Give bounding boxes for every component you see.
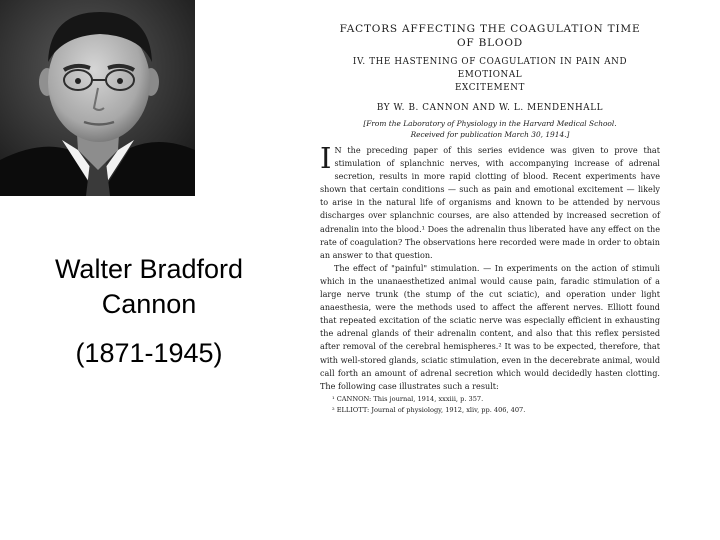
footnote-1: ¹ CANNON: This journal, 1914, xxxiii, p. 357. <box>332 394 484 403</box>
paper-affiliation-line-2: Received for publication March 30, 1914.] <box>410 130 570 139</box>
paper-paragraph-1 <box>320 141 660 262</box>
paragraph-2-text: — In experiments on the action of stimuli which in the unanaesthetized animal would cause pain, faradic stimulation of a large nerve trunk (the stump of the cut sciatic), and operation under light anaesthesia, were the methods used to affect the afferent nerves. Elliott found that repeated excitation of the sciatic nerve was especially efficient in exhausting the adrenal glands of their adrenalin content, and also that this reflex persisted after removal of the cerebral hemispheres.² It was to be expected, therefore, that with well-stored glands, sciatic stimulation, even in the decerebrate animal, would call forth an amount of adrenal secretion which would decidedly hasten clotting. The following case illustrates such a result: <box>320 262 660 391</box>
paper-affiliation <box>320 118 660 140</box>
portrait-photo <box>0 0 195 196</box>
paragraph-2-heading: The effect of "painful" stimulation. <box>334 262 480 273</box>
paper-subtitle-line-1: IV. THE HASTENING OF COAGULATION IN PAIN AND EMOTIONAL <box>352 57 628 80</box>
paper-affiliation-line-1: [From the Laboratory of Physiology in the Harvard Medical School. <box>363 119 617 128</box>
name-line-1: Walter Bradford <box>54 254 244 284</box>
portrait-caption-years: (1871-1945) <box>75 338 223 368</box>
paper-scan <box>320 18 660 498</box>
footnote-2: ² ELLIOTT: Journal of physiology, 1912, xliv, pp. 406, 407. <box>332 406 526 415</box>
paper-title <box>320 22 660 50</box>
paper-title-line-1: FACTORS AFFECTING THE COAGULATION TIME <box>339 23 641 35</box>
paper-subtitle-line-2: EXCITEMENT <box>454 83 526 93</box>
paper-authors: BY W. B. CANNON AND W. L. MENDENHALL <box>376 103 604 113</box>
paper-subtitle <box>320 56 660 95</box>
name-line-2: Cannon <box>101 289 197 319</box>
drop-cap: I <box>320 141 332 175</box>
paragraph-1-text: N the preceding paper of this series evidence was given to prove that stimulation of splanchnic nerves, with accompanying increase of adrenal secretion, results in more rapid clotting of blood. Recent experiments have shown that certain conditions — such as pain and emotional excitement — likely to arise in the natural life of organisms and known to be attended by nervous discharges over splanchnic courses, are also attended by increased secretion of adrenalin into the blood.¹ Does the adrenalin thus liberated have any effect on the rate of coagulation? The observations here recorded were made in order to obtain an answer to that question. <box>320 145 660 260</box>
paper-paragraph-2 <box>320 262 660 393</box>
paper-title-line-2: OF BLOOD <box>457 37 523 49</box>
portrait-caption-name <box>18 252 280 322</box>
